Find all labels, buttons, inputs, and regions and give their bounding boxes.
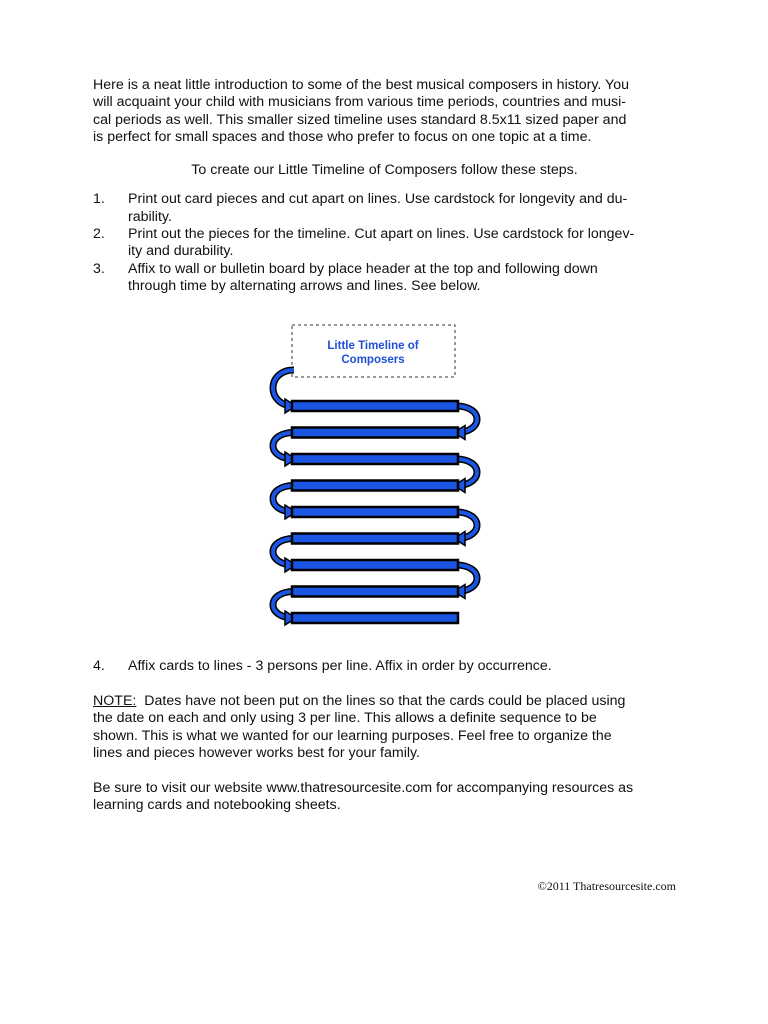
timeline-bar xyxy=(292,613,458,623)
step-item xyxy=(93,226,676,261)
timeline-bars xyxy=(273,370,477,625)
copyright-notice: ©2011 Thatresourcesite.com xyxy=(537,879,676,893)
steps-list xyxy=(93,191,676,295)
note-paragraph xyxy=(93,693,676,762)
timeline-bar xyxy=(292,507,458,517)
instructions-block xyxy=(93,77,676,295)
note-line: the date on each and only using 3 per line. This allows a definite sequence to be xyxy=(93,710,597,727)
steps-intro: To create our Little Timeline of Composers follow these steps. xyxy=(191,162,578,179)
timeline-bar xyxy=(292,560,458,570)
timeline-svg xyxy=(256,318,496,640)
step-item xyxy=(93,261,676,296)
timeline-bar xyxy=(292,481,458,491)
step-text: ity and durability. xyxy=(128,243,234,260)
step-number: 4. xyxy=(93,658,105,674)
timeline-bar xyxy=(292,454,458,464)
step-item xyxy=(93,191,676,226)
website-line: Be sure to visit our website www.thatresourcesite.com for accompanying resources as xyxy=(93,780,634,796)
note-line: shown. This is what we wanted for our learning purposes. Feel free to organize the xyxy=(93,727,612,744)
step-number: 3. xyxy=(93,260,105,277)
step-text: Affix to wall or bulletin board by place header at the top and following down xyxy=(128,260,598,277)
intro-line: is perfect for small spaces and those who prefer to focus on one topic at a time. xyxy=(93,128,592,145)
timeline-bar xyxy=(292,587,458,597)
steps-list-continued xyxy=(93,658,676,675)
intro-paragraph xyxy=(93,77,676,146)
note-line: lines and pieces however works best for your family. xyxy=(93,744,420,761)
timeline-bar xyxy=(292,428,458,438)
website-line: learning cards and notebooking sheets. xyxy=(93,797,341,814)
step-number: 2. xyxy=(93,226,105,243)
intro-line: cal periods as well. This smaller sized timeline uses standard 8.5x11 sized paper and xyxy=(93,111,627,128)
step-text: Affix cards to lines - 3 persons per line. Affix in order by occurrence. xyxy=(128,658,552,674)
step-text: through time by alternating arrows and lines. See below. xyxy=(128,277,481,294)
timeline-header-line: Little Timeline of xyxy=(327,340,419,352)
timeline-diagram xyxy=(256,318,496,640)
website-paragraph xyxy=(93,780,676,815)
note-line: Dates have not been put on the lines so that the cards could be placed using xyxy=(136,693,626,709)
timeline-bar xyxy=(292,534,458,544)
step-text: Print out card pieces and cut apart on lines. Use cardstock for longevity and du- xyxy=(128,191,628,208)
intro-line: Here is a neat little introduction to some of the best musical composers in history. You xyxy=(93,77,629,93)
step-4 xyxy=(93,658,676,675)
step-text: rability. xyxy=(128,208,172,225)
timeline-bar xyxy=(292,401,458,411)
step-number: 1. xyxy=(93,191,105,208)
timeline-header-line: Composers xyxy=(341,354,405,366)
note-label: NOTE: xyxy=(93,693,137,709)
intro-line: will acquaint your child with musicians from various time periods, countries and musi- xyxy=(93,94,627,111)
step-text: Print out the pieces for the timeline. Cut apart on lines. Use cardstock for longev- xyxy=(128,226,635,243)
step-item xyxy=(93,658,676,675)
